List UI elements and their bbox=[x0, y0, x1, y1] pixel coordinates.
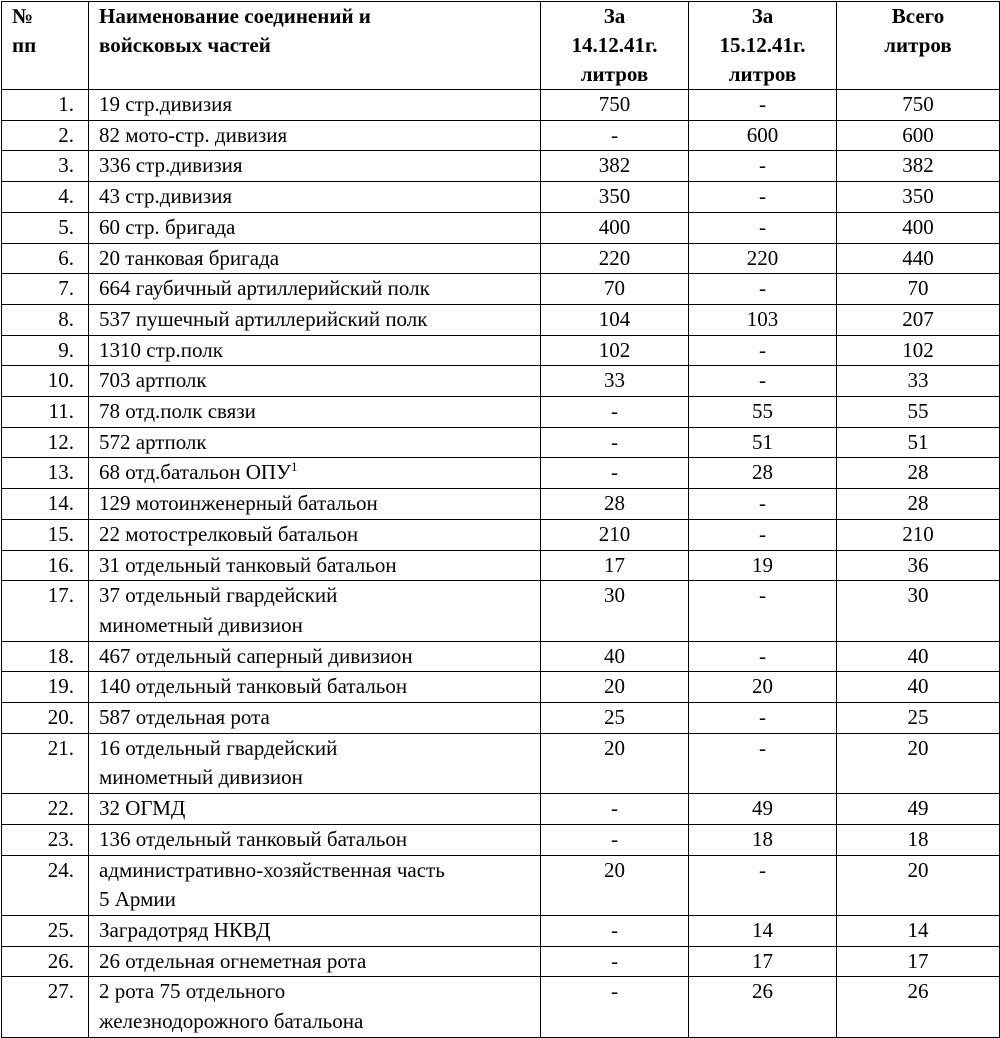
liters-15-12: - bbox=[689, 212, 837, 243]
row-number: 4. bbox=[2, 182, 89, 213]
liters-14-12: 25 bbox=[541, 703, 689, 734]
liters-14-12: 400 bbox=[541, 212, 689, 243]
liters-15-12: - bbox=[689, 703, 837, 734]
table-row bbox=[2, 243, 1000, 274]
liters-15-12: 49 bbox=[689, 794, 837, 825]
liters-total: 14 bbox=[837, 915, 1000, 946]
table-row bbox=[2, 489, 1000, 520]
liters-15-12: - bbox=[689, 151, 837, 182]
header-date-14-line: литров bbox=[580, 62, 649, 86]
liters-15-12: 17 bbox=[689, 946, 837, 977]
header-number bbox=[2, 2, 89, 90]
unit-name-text: 26 отдельная огнеметная рота bbox=[99, 948, 367, 973]
liters-14-12: - bbox=[541, 824, 689, 855]
liters-total: 400 bbox=[837, 212, 1000, 243]
row-number: 22. bbox=[2, 794, 89, 825]
unit-name-line bbox=[99, 1007, 540, 1037]
unit-name bbox=[89, 703, 541, 734]
row-number: 9. bbox=[2, 335, 89, 366]
unit-name-text: 129 мотоинженерный батальон bbox=[99, 491, 378, 516]
unit-name-line bbox=[99, 642, 540, 672]
unit-name bbox=[89, 946, 541, 977]
table-row bbox=[2, 120, 1000, 151]
header-date-14-line: 14.12.41г. bbox=[571, 33, 658, 57]
unit-name-text: 37 отдельный гвардейский bbox=[99, 583, 338, 608]
row-number: 26. bbox=[2, 946, 89, 977]
liters-14-12: 220 bbox=[541, 243, 689, 274]
unit-name-text: 32 ОГМД bbox=[99, 796, 186, 821]
unit-name bbox=[89, 182, 541, 213]
row-number: 24. bbox=[2, 855, 89, 915]
unit-name-text: 19 стр.дивизия bbox=[99, 92, 233, 116]
unit-name bbox=[89, 550, 541, 581]
liters-total: 102 bbox=[837, 335, 1000, 366]
liters-15-12: - bbox=[689, 489, 837, 520]
unit-name-line bbox=[99, 763, 540, 793]
liters-14-12: - bbox=[541, 794, 689, 825]
liters-15-12: 19 bbox=[689, 550, 837, 581]
unit-name bbox=[89, 733, 541, 793]
row-number: 12. bbox=[2, 427, 89, 458]
unit-name bbox=[89, 120, 541, 151]
unit-name-text: 136 отдельный танковый батальон bbox=[99, 826, 408, 851]
unit-name-line bbox=[99, 489, 540, 519]
table-row bbox=[2, 274, 1000, 305]
liters-15-12: - bbox=[689, 182, 837, 213]
row-number: 5. bbox=[2, 212, 89, 243]
row-number: 19. bbox=[2, 672, 89, 703]
liters-15-12: 51 bbox=[689, 427, 837, 458]
unit-name-line bbox=[99, 244, 540, 274]
unit-name-text: 43 стр.дивизия bbox=[99, 184, 233, 209]
unit-name bbox=[89, 824, 541, 855]
liters-total: 207 bbox=[837, 304, 1000, 335]
unit-name-text: 703 артполк bbox=[99, 368, 207, 393]
liters-total: 440 bbox=[837, 243, 1000, 274]
unit-name-line bbox=[99, 458, 540, 488]
unit-name-line bbox=[99, 977, 540, 1007]
table-row bbox=[2, 212, 1000, 243]
unit-name bbox=[89, 641, 541, 672]
table-row bbox=[2, 703, 1000, 734]
liters-14-12: 102 bbox=[541, 335, 689, 366]
liters-14-12: 28 bbox=[541, 489, 689, 520]
unit-name-text: 20 танковая бригада bbox=[99, 245, 280, 270]
table-row bbox=[2, 824, 1000, 855]
liters-14-12: 33 bbox=[541, 366, 689, 397]
liters-total: 40 bbox=[837, 672, 1000, 703]
header-total bbox=[837, 2, 1000, 90]
row-number: 25. bbox=[2, 915, 89, 946]
liters-14-12: 20 bbox=[541, 855, 689, 915]
row-number: 3. bbox=[2, 151, 89, 182]
row-number: 13. bbox=[2, 458, 89, 489]
header-unit-name-line: Наименование соединений и bbox=[99, 4, 371, 28]
liters-15-12: - bbox=[689, 581, 837, 641]
unit-name-text: 572 артполк bbox=[99, 429, 207, 454]
liters-14-12: - bbox=[541, 946, 689, 977]
row-number: 20. bbox=[2, 703, 89, 734]
row-number: 27. bbox=[2, 977, 89, 1037]
unit-name-line bbox=[99, 825, 540, 855]
row-number: 15. bbox=[2, 519, 89, 550]
unit-name-line bbox=[99, 551, 540, 581]
header-date-15-line: 15.12.41г. bbox=[719, 33, 806, 57]
unit-name bbox=[89, 335, 541, 366]
liters-total: 20 bbox=[837, 855, 1000, 915]
unit-name-line bbox=[99, 916, 540, 946]
row-number: 7. bbox=[2, 274, 89, 305]
table-row bbox=[2, 151, 1000, 182]
unit-name-line bbox=[99, 366, 540, 396]
liters-15-12: - bbox=[689, 335, 837, 366]
header-date-15-line: литров bbox=[728, 62, 797, 86]
unit-name-line bbox=[99, 428, 540, 458]
header-total-line: Всего bbox=[891, 4, 945, 28]
unit-name-line bbox=[99, 611, 540, 641]
liters-total: 40 bbox=[837, 641, 1000, 672]
liters-14-12: - bbox=[541, 458, 689, 489]
liters-14-12: - bbox=[541, 427, 689, 458]
liters-total: 382 bbox=[837, 151, 1000, 182]
liters-total: 36 bbox=[837, 550, 1000, 581]
row-number: 1. bbox=[2, 90, 89, 121]
liters-total: 70 bbox=[837, 274, 1000, 305]
unit-name-text: административно-хозяйственная часть bbox=[99, 857, 445, 882]
liters-total: 28 bbox=[837, 458, 1000, 489]
table-row bbox=[2, 581, 1000, 641]
footnote-marker: 1 bbox=[290, 459, 298, 475]
unit-name-text: 2 рота 75 отдельного bbox=[99, 979, 286, 1004]
unit-name-line bbox=[99, 121, 540, 151]
liters-total: 28 bbox=[837, 489, 1000, 520]
row-number: 16. bbox=[2, 550, 89, 581]
unit-name bbox=[89, 243, 541, 274]
header-date-15 bbox=[689, 2, 837, 90]
liters-total: 750 bbox=[837, 90, 1000, 121]
header-number-line: пп bbox=[12, 33, 37, 57]
unit-name bbox=[89, 151, 541, 182]
liters-14-12: 20 bbox=[541, 733, 689, 793]
liters-15-12: 20 bbox=[689, 672, 837, 703]
table-row bbox=[2, 672, 1000, 703]
table-row bbox=[2, 90, 1000, 121]
unit-name-text: 60 стр. бригада bbox=[99, 214, 236, 239]
liters-total: 49 bbox=[837, 794, 1000, 825]
liters-total: 55 bbox=[837, 397, 1000, 428]
unit-name-text: 140 отдельный танковый батальон bbox=[99, 674, 408, 699]
liters-15-12: 26 bbox=[689, 977, 837, 1037]
unit-name-line bbox=[99, 672, 540, 702]
unit-name-line bbox=[99, 947, 540, 977]
unit-name-text: 336 стр.дивизия bbox=[99, 153, 243, 178]
unit-name-text: минометный дивизион bbox=[99, 765, 303, 790]
unit-name-line bbox=[99, 856, 540, 886]
unit-name-text: 68 отд.батальон ОПУ bbox=[99, 460, 291, 485]
liters-15-12: 55 bbox=[689, 397, 837, 428]
header-unit-name-line: войсковых частей bbox=[99, 33, 271, 57]
unit-name-line bbox=[99, 520, 540, 550]
unit-name bbox=[89, 519, 541, 550]
unit-name-line bbox=[99, 885, 540, 915]
liters-14-12: 30 bbox=[541, 581, 689, 641]
header-unit-name bbox=[89, 2, 541, 90]
liters-14-12: 70 bbox=[541, 274, 689, 305]
unit-name-text: Заградотряд НКВД bbox=[99, 917, 271, 942]
row-number: 14. bbox=[2, 489, 89, 520]
table-row bbox=[2, 794, 1000, 825]
liters-total: 350 bbox=[837, 182, 1000, 213]
liters-14-12: - bbox=[541, 120, 689, 151]
table-row bbox=[2, 366, 1000, 397]
liters-total: 17 bbox=[837, 946, 1000, 977]
unit-name bbox=[89, 427, 541, 458]
table-row bbox=[2, 915, 1000, 946]
liters-total: 51 bbox=[837, 427, 1000, 458]
header-date-15-line: За bbox=[751, 4, 774, 28]
row-number: 6. bbox=[2, 243, 89, 274]
liters-total: 210 bbox=[837, 519, 1000, 550]
unit-name bbox=[89, 672, 541, 703]
unit-name bbox=[89, 366, 541, 397]
table-row bbox=[2, 977, 1000, 1037]
table-row bbox=[2, 304, 1000, 335]
header-total-line: литров bbox=[884, 33, 952, 57]
unit-name-text: 31 отдельный танковый батальон bbox=[99, 552, 397, 577]
liters-total: 600 bbox=[837, 120, 1000, 151]
unit-name bbox=[89, 90, 541, 121]
liters-14-12: - bbox=[541, 397, 689, 428]
unit-name-line bbox=[99, 581, 540, 611]
unit-name-line bbox=[99, 151, 540, 181]
liters-14-12: 382 bbox=[541, 151, 689, 182]
liters-total: 20 bbox=[837, 733, 1000, 793]
liters-14-12: 104 bbox=[541, 304, 689, 335]
unit-name bbox=[89, 397, 541, 428]
table-row bbox=[2, 641, 1000, 672]
row-number: 21. bbox=[2, 733, 89, 793]
table-row bbox=[2, 397, 1000, 428]
table-row bbox=[2, 855, 1000, 915]
unit-name bbox=[89, 977, 541, 1037]
unit-name-line bbox=[99, 182, 540, 212]
row-number: 10. bbox=[2, 366, 89, 397]
table-row bbox=[2, 519, 1000, 550]
fuel-distribution-table bbox=[1, 1, 1000, 1038]
liters-15-12: - bbox=[689, 366, 837, 397]
liters-total: 18 bbox=[837, 824, 1000, 855]
header-number-line: № bbox=[12, 4, 34, 28]
unit-name bbox=[89, 581, 541, 641]
unit-name-line bbox=[99, 397, 540, 427]
unit-name-line bbox=[99, 305, 540, 335]
unit-name-line bbox=[99, 794, 540, 824]
liters-total: 33 bbox=[837, 366, 1000, 397]
row-number: 23. bbox=[2, 824, 89, 855]
liters-15-12: - bbox=[689, 855, 837, 915]
liters-15-12: 600 bbox=[689, 120, 837, 151]
unit-name bbox=[89, 794, 541, 825]
unit-name-text: 537 пушечный артиллерийский полк bbox=[99, 306, 428, 331]
unit-name-text: 5 Армии bbox=[99, 887, 176, 912]
unit-name-text: 22 мотострелковый батальон bbox=[99, 521, 359, 546]
table-row bbox=[2, 550, 1000, 581]
unit-name-line bbox=[99, 274, 540, 304]
liters-15-12: - bbox=[689, 733, 837, 793]
unit-name-text: 16 отдельный гвардейский bbox=[99, 735, 338, 760]
unit-name-line bbox=[99, 703, 540, 733]
liters-total: 26 bbox=[837, 977, 1000, 1037]
liters-14-12: 210 bbox=[541, 519, 689, 550]
unit-name-line bbox=[99, 90, 540, 120]
table-row bbox=[2, 458, 1000, 489]
unit-name bbox=[89, 915, 541, 946]
liters-14-12: 40 bbox=[541, 641, 689, 672]
table-row bbox=[2, 733, 1000, 793]
unit-name bbox=[89, 212, 541, 243]
liters-15-12: - bbox=[689, 274, 837, 305]
liters-14-12: - bbox=[541, 977, 689, 1037]
unit-name-text: 82 мото-стр. дивизия bbox=[99, 122, 288, 147]
liters-15-12: 18 bbox=[689, 824, 837, 855]
liters-14-12: 20 bbox=[541, 672, 689, 703]
table-row bbox=[2, 182, 1000, 213]
row-number: 18. bbox=[2, 641, 89, 672]
liters-15-12: 103 bbox=[689, 304, 837, 335]
liters-total: 25 bbox=[837, 703, 1000, 734]
unit-name-line bbox=[99, 734, 540, 764]
liters-14-12: 350 bbox=[541, 182, 689, 213]
liters-15-12: 28 bbox=[689, 458, 837, 489]
unit-name bbox=[89, 458, 541, 489]
unit-name-text: 1310 стр.полк bbox=[99, 337, 223, 362]
unit-name-line bbox=[99, 336, 540, 366]
unit-name bbox=[89, 489, 541, 520]
unit-name bbox=[89, 274, 541, 305]
liters-15-12: - bbox=[689, 641, 837, 672]
header-row bbox=[2, 2, 1000, 90]
liters-14-12: - bbox=[541, 915, 689, 946]
unit-name-text: минометный дивизион bbox=[99, 612, 303, 637]
row-number: 11. bbox=[2, 397, 89, 428]
unit-name-text: 587 отдельная рота bbox=[99, 705, 270, 730]
liters-15-12: - bbox=[689, 90, 837, 121]
unit-name-text: 664 гаубичный артиллерийский полк bbox=[99, 276, 430, 301]
unit-name-text: 467 отдельный саперный дивизион bbox=[99, 643, 413, 668]
liters-15-12: 220 bbox=[689, 243, 837, 274]
liters-14-12: 17 bbox=[541, 550, 689, 581]
unit-name bbox=[89, 304, 541, 335]
unit-name-text: железнодорожного батальона bbox=[99, 1009, 364, 1034]
table-row bbox=[2, 335, 1000, 366]
table-body bbox=[2, 90, 1000, 1038]
row-number: 17. bbox=[2, 581, 89, 641]
row-number: 2. bbox=[2, 120, 89, 151]
row-number: 8. bbox=[2, 304, 89, 335]
unit-name bbox=[89, 855, 541, 915]
liters-total: 30 bbox=[837, 581, 1000, 641]
liters-15-12: - bbox=[689, 519, 837, 550]
liters-14-12: 750 bbox=[541, 90, 689, 121]
unit-name-text: 78 отд.полк связи bbox=[99, 399, 256, 424]
table-row bbox=[2, 946, 1000, 977]
table-row bbox=[2, 427, 1000, 458]
liters-15-12: 14 bbox=[689, 915, 837, 946]
header-date-14 bbox=[541, 2, 689, 90]
header-date-14-line: За bbox=[603, 4, 626, 28]
unit-name-line bbox=[99, 213, 540, 243]
